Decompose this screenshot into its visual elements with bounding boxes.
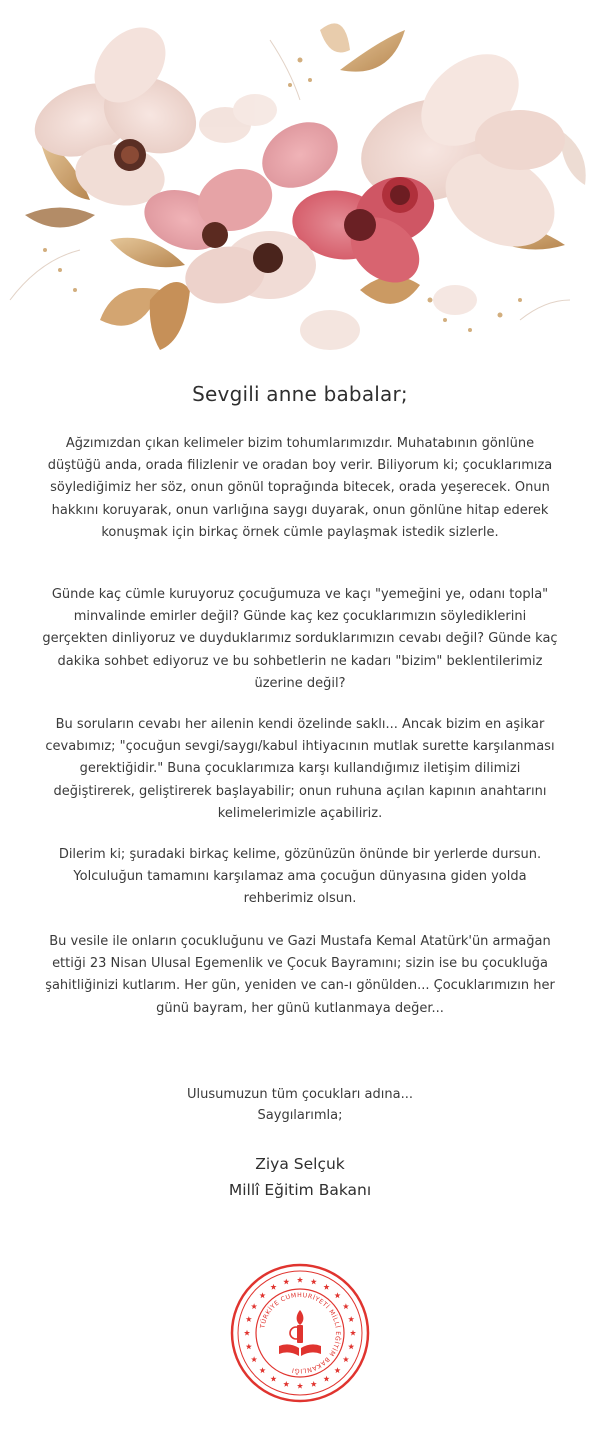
signature-title: Millî Eğitim Bakanı	[228, 1181, 372, 1199]
seal-star	[343, 1303, 349, 1309]
seal-star	[334, 1292, 340, 1298]
seal-star	[251, 1356, 257, 1362]
floral-illustration	[0, 0, 600, 380]
letter-paragraph-3: Bu soruların cevabı her ailenin kendi özelinde saklı... Ancak bizim en aşikar cevabımız; "çocuğun sevgi/saygı/kabul ihtiyacının mutlak surette karşılanması gerektiğidir." Buna çocuklarımıza karşı kullandığımız iletişim dilimizi değiştirerek, geliştirerek başlayabilir; onun ruhuna açılan kapının anahtarını kelimelerimizle açabiliriz.	[45, 717, 555, 821]
seal-star	[244, 1330, 250, 1336]
signature-name: Ziya Selçuk	[255, 1155, 345, 1173]
seal-star	[251, 1303, 257, 1309]
seal-star	[343, 1356, 349, 1362]
seal-star	[246, 1344, 252, 1350]
svg-text:TÜRKİYE CUMHURİYETİ MİLLÎ EĞİT: TÜRKİYE CUMHURİYETİ MİLLÎ EĞİTİM BAKANLIĞI	[259, 1291, 342, 1375]
closing-line: Ulusumuzun tüm çocukları adına...	[187, 1087, 413, 1102]
seal-star	[311, 1381, 317, 1387]
seal-star	[348, 1316, 354, 1322]
letter-paragraph-5: Bu vesile ile onların çocukluğunu ve Gazi Mustafa Kemal Atatürk'ün armağan ettiği 23 Nisan Ulusal Egemenlik ve Çocuk Bayramını; sizin ise bu çocukluğa şahitliğinizi kutlarım. Her gün, yeniden ve can-ı gönülden... Çocuklarımızın her günü bayram, her günü kutlanmaya değer...	[45, 934, 555, 1016]
seal-star	[270, 1284, 276, 1290]
seal-star	[246, 1316, 252, 1322]
seal-star	[348, 1344, 354, 1350]
regards-line: Saygılarımla;	[257, 1108, 343, 1123]
seal-star	[323, 1284, 329, 1290]
seal-star	[350, 1330, 356, 1336]
ministry-seal-icon	[229, 1262, 371, 1404]
seal-star	[297, 1383, 303, 1389]
seal-star	[270, 1376, 276, 1382]
seal-star	[334, 1367, 340, 1373]
seal-star	[283, 1381, 289, 1387]
letter-paragraph-2: Günde kaç cümle kuruyoruz çocuğumuza ve kaçı "yemeğini ye, odanı topla" minvalinde emirler değil? Günde kaç kez çocuklarımızın söylediklerini gerçekten dinliyoruz ve duyduklarımız sorduklarımızın cevabı değil? Günde kaç dakika sohbet ediyoruz ve bu sohbetlerin ne kadarı "bizim" beklentilerimiz üzerine değil?	[42, 587, 558, 691]
letter-paragraph-4: Dilerim ki; şuradaki birkaç kelime, gözünüzün önünde bir yerlerde dursun. Yolculuğun tamamını karşılamaz ama çocuğun dünyasına giden yolda rehberimiz olsun.	[58, 847, 542, 907]
greeting: Sevgili anne babalar;	[192, 382, 408, 406]
seal-star	[297, 1277, 303, 1283]
seal-star	[323, 1376, 329, 1382]
seal-star	[283, 1279, 289, 1285]
letter-paragraph-1: Ağzımızdan çıkan kelimeler bizim tohumlarımızdır. Muhatabının gönlüne düştüğü anda, orada filizlenir ve oradan boy verir. Biliyorum ki; çocuklarımıza söylediğimiz her söz, onun gönül toprağında bitecek, orada yeşerecek. Onun hakkını koruyarak, onun varlığına saygı duyarak, onun gönlüne hitap ederek konuşmak için birkaç örnek cümle paylaşmak istedik sizlerle.	[47, 436, 553, 540]
seal-star	[259, 1367, 265, 1373]
seal-star	[311, 1279, 317, 1285]
seal-star	[259, 1292, 265, 1298]
